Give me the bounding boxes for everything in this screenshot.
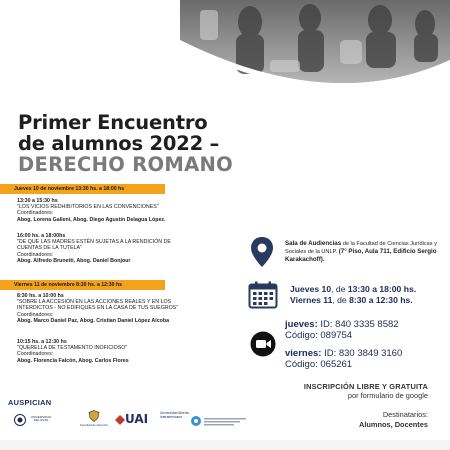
- recipients-info: [228, 410, 428, 429]
- session-coord-label: Coordinadores:: [17, 210, 54, 217]
- university-seal-icon: [14, 414, 26, 426]
- title-line-2: de alumnos 2022 –: [18, 132, 220, 155]
- session-time: 10:15 hs. a 12:30 hs: [17, 339, 67, 345]
- registration-subtitle: por formulario de google: [347, 391, 428, 400]
- event-dates: [290, 284, 440, 305]
- location-text: [285, 240, 445, 264]
- date-day: Jueves 10: [290, 284, 332, 294]
- uai-mark-icon: [115, 415, 125, 425]
- session-coord-label: Coordinadores:: [17, 311, 54, 318]
- date-sep: , de: [332, 294, 350, 305]
- session-speakers: Abog. Florencia Falcón, Abog. Carlos Flores: [17, 357, 129, 364]
- day2-bar: Viernes 11 de noviembre 8:30 hs. a 12:30 hs: [0, 280, 165, 290]
- zoom-thursday: [285, 319, 445, 341]
- sponsors-label: AUSPICIAN: [8, 398, 52, 407]
- zoom-friday: [285, 348, 445, 370]
- session-topic: "QUERELLA DE TESTAMENTO INOFICIOSO": [17, 345, 128, 352]
- sponsor-logo-4: [190, 414, 250, 428]
- title-line-1: Primer Encuentro: [18, 111, 208, 134]
- date-line-2: [290, 295, 440, 306]
- zoom-passcode: Código: 089754: [285, 330, 353, 341]
- location-description: de la Facultad de Ciencias Jurídicas y Sociales de la UNLP.: [285, 241, 437, 255]
- zoom-day-label: viernes:: [285, 348, 322, 359]
- registration-info: [228, 382, 428, 400]
- date-sep: , de: [331, 284, 348, 294]
- location-address: (7° Piso, Aula 711, Edificio Sergio Karakachoff).: [285, 248, 437, 263]
- title-line-3: DERECHO ROMANO: [18, 153, 234, 176]
- session-topic: "LOS VICIOS REDHIBITORIOS EN LAS CONVENCIONES": [17, 204, 159, 211]
- location-room: Sala de Audiencias: [285, 240, 342, 247]
- day1-session-1: [17, 198, 222, 223]
- session-time: 16:00 hs. a 18:00hs: [17, 233, 66, 239]
- day1-bar: Jueves 10 de noviembre 13:30 hs. a 18:00 hs: [0, 184, 165, 194]
- zoom-passcode: Código: 065261: [285, 359, 353, 370]
- day2-session-2: [17, 339, 222, 364]
- footer-strip: [0, 440, 450, 450]
- recipients-label: Destinatarios:: [382, 410, 428, 419]
- uai-logo-subtitle: Universidad Abierta Interamericana: [160, 411, 189, 419]
- calendar-icon: [248, 281, 278, 314]
- zoom-video-icon: [250, 331, 276, 362]
- session-topic: "DE QUE LAS MADRES ESTÉN SUJETAS A LA RENDICIÓN DE CUENTAS DE LA TUTELA": [17, 239, 171, 252]
- session-time: 13:30 a 15:30 hs: [17, 198, 58, 204]
- logo-text: UNIVERSIDAD DEL ESTE: [30, 415, 52, 423]
- zoom-meeting-id: ID: 840 3335 8582: [317, 319, 399, 330]
- day1-session-2: [17, 233, 222, 264]
- sponsor-logo-facultad-derecho: [74, 410, 114, 434]
- sponsor-banner-icon: [190, 414, 250, 428]
- zoom-meeting-id: ID: 830 3849 3160: [321, 348, 403, 359]
- session-coord-label: Coordinadores:: [17, 351, 54, 358]
- shield-icon: [88, 410, 100, 422]
- date-hours: 13:30 a 18:00 hs.: [347, 284, 417, 294]
- session-speakers: Abog. Alfredo Brunetti, Abog. Daniel Bonjour: [17, 257, 131, 264]
- session-speakers: Abog. Lorena Galleni, Abog. Diego Agustín Delagua López.: [17, 216, 166, 223]
- day2-session-1: [17, 293, 222, 324]
- recipients-value: Alumnos, Docentes: [359, 419, 428, 429]
- event-title: [18, 112, 318, 176]
- sponsor-logo-universidad-del-este: [14, 410, 54, 434]
- date-line-1: [290, 284, 440, 295]
- session-time: 8:30 hs. a 10:00 hs: [17, 293, 64, 299]
- logo-text: Facultad de Derecho: [80, 423, 108, 427]
- date-hours: 8:30 a 12:30 hs.: [349, 294, 413, 305]
- hero-image: [0, 0, 450, 110]
- uai-logo-text: UAI: [125, 412, 149, 426]
- session-topic: "SOBRE LA ACCESIÓN EN LAS ACCIONES REALES Y EN LOS INTERDICTOS - NO EDIFIQUES EN LA CASA DE TUS SUEGROS": [17, 299, 179, 312]
- zoom-day-label: jueves:: [285, 319, 318, 330]
- session-coord-label: Coordinadores:: [17, 251, 54, 258]
- session-speakers: Abog. Marco Daniel Paz, Abog. Cristian Daniel López Alcoba: [17, 317, 170, 324]
- location-pin-icon: [248, 235, 276, 274]
- date-day: Viernes 11: [290, 294, 333, 305]
- registration-heading: INSCRIPCIÓN LIBRE Y GRATUITA: [303, 382, 428, 391]
